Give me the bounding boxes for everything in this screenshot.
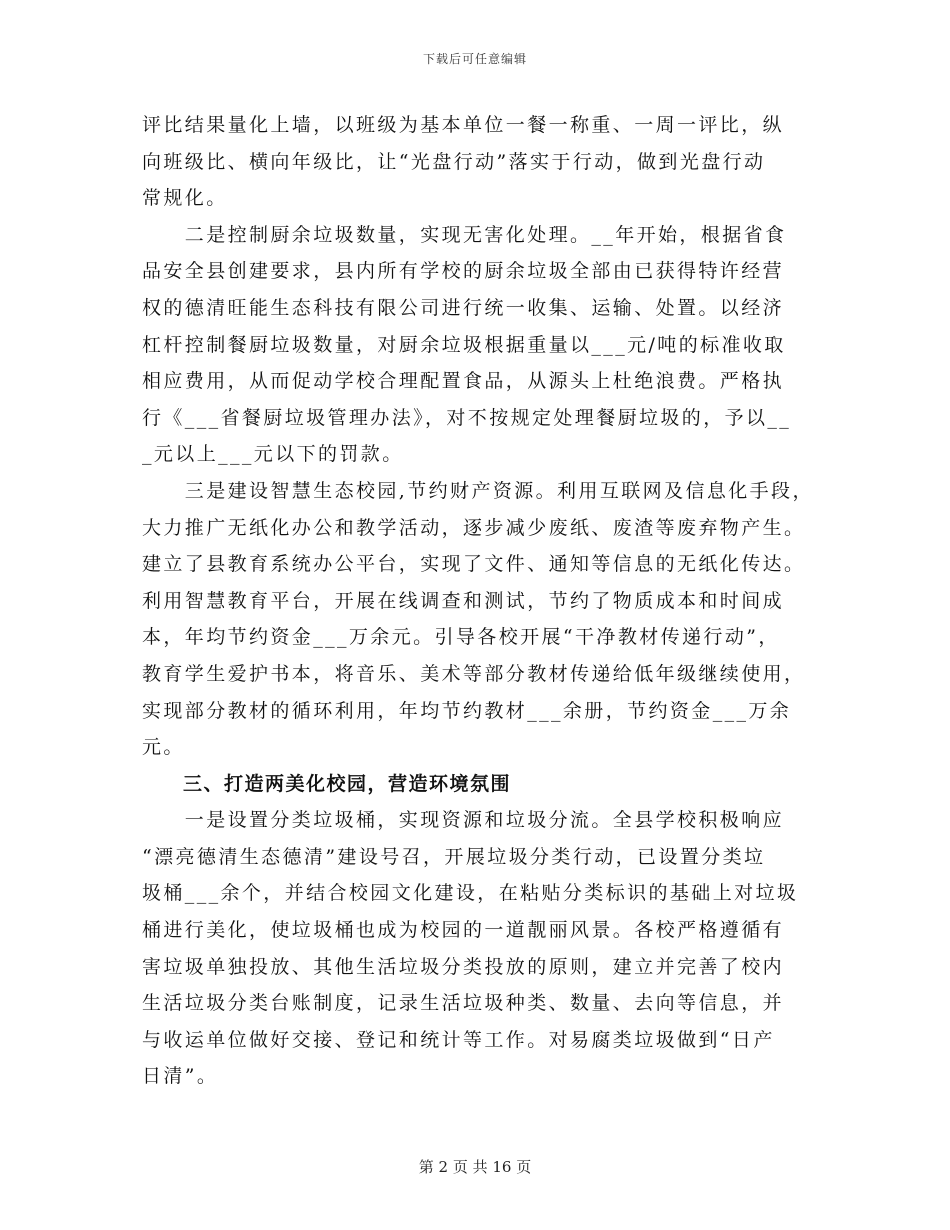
text-line: 三是建设智慧生态校园,节约财产资源。利用互联网及信息化手段，: [142, 479, 814, 502]
text-line: 权的德清旺能生态科技有限公司进行统一收集、运输、处置。以经济: [142, 296, 785, 319]
text-line: 实现部分教材的循环利用，年均节约教材___余册，节约资金___万余: [142, 699, 792, 722]
text-line: 本，年均节约资金___万余元。引导各校开展“干净教材传递行动”，: [142, 626, 780, 649]
text-line: 与收运单位做好交接、登记和统计等工作。对易腐类垃圾做到“日产: [142, 1028, 775, 1051]
text-line: 生活垃圾分类台账制度，记录生活垃圾种类、数量、去向等信息，并: [142, 992, 785, 1015]
text-line: 评比结果量化上墙，以班级为基本单位一餐一称重、一周一评比，纵: [142, 114, 785, 136]
text-line: 建立了县教育系统办公平台，实现了文件、通知等信息的无纸化传达。: [142, 553, 806, 576]
text-line: 杠杆控制餐厨垃圾数量，对厨余垃圾根据重量以___元/吨的标准收取: [142, 333, 786, 356]
text-line: 常规化。: [142, 187, 228, 210]
document-body: [142, 107, 814, 1095]
text-line: 元。: [142, 736, 185, 759]
text-line: 害垃圾单独投放、其他生活垃圾分类投放的原则，建立并完善了校内: [142, 955, 785, 978]
section-heading: 三、打造两美化校园，营造环境氛围: [142, 772, 512, 795]
page-footer: 第 2 页 共 16 页: [418, 1158, 532, 1176]
text-line: 圾桶___余个，并结合校园文化建设，在粘贴分类标识的基础上对垃圾: [142, 882, 799, 905]
text-line: _元以上___元以下的罚款。: [142, 443, 404, 466]
text-line: 一是设置分类垃圾桶，实现资源和垃圾分流。全县学校积极响应: [142, 809, 785, 832]
text-line: 教育学生爱护书本，将音乐、美术等部分教材传递给低年级继续使用，: [142, 662, 806, 685]
text-line: 桶进行美化，使垃圾桶也成为校园的一道靓丽风景。各校严格遵循有: [142, 919, 785, 942]
text-line: 行《___省餐厨垃圾管理办法》，对不按规定处理餐厨垃圾的，予以__: [142, 406, 792, 429]
text-line: 日清”。: [142, 1065, 219, 1088]
text-line: 利用智慧教育平台，开展在线调查和测试，节约了物质成本和时间成: [142, 589, 785, 612]
text-line: “漂亮德清生态德清”建设号召，开展垃圾分类行动，已设置分类垃: [142, 845, 766, 868]
text-line: 品安全县创建要求，县内所有学校的厨余垃圾全部由已获得特许经营: [142, 260, 785, 283]
text-line: 二是控制厨余垃圾数量，实现无害化处理。__年开始，根据省食: [142, 223, 787, 246]
text-line: 相应费用，从而促动学校合理配置食品，从源头上杜绝浪费。严格执: [142, 370, 785, 393]
page-header: 下载后可任意编辑: [422, 52, 527, 66]
text-line: 向班级比、横向年级比，让“光盘行动”落实于行动，做到光盘行动: [142, 150, 766, 173]
text-line: 大力推广无纸化办公和教学活动，逐步减少废纸、废渣等废弃物产生。: [142, 516, 806, 539]
